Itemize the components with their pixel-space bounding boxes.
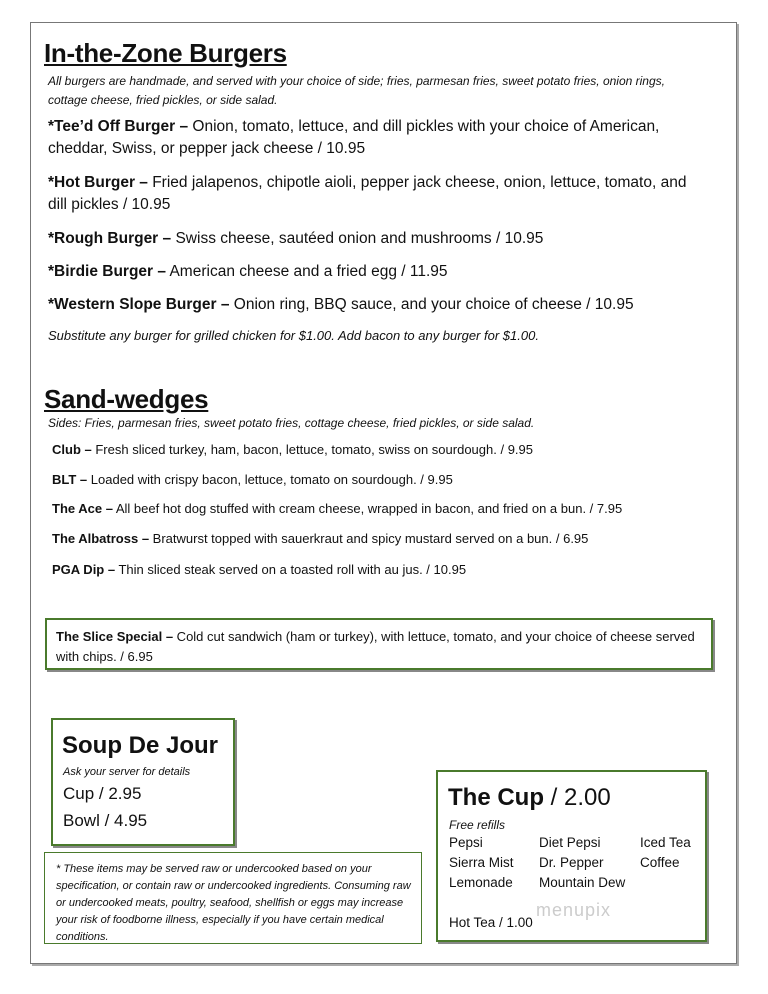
burgers-intro: All burgers are handmade, and served with your choice of side; fries, parmesan fries, sweet potato fries, onion rings, cottage cheese, fried pickles, or side salad. bbox=[48, 74, 665, 107]
drinks-title-text: The Cup bbox=[448, 784, 544, 811]
disclaimer-box bbox=[44, 852, 422, 944]
menu-item bbox=[48, 294, 708, 316]
item-name: *Rough Burger – bbox=[48, 230, 172, 247]
item-desc: Swiss cheese, sautéed onion and mushrooms / 10.95 bbox=[171, 230, 544, 247]
item-desc: Thin sliced steak served on a toasted roll with au jus. / 10.95 bbox=[115, 562, 467, 577]
burgers-title: In-the-Zone Burgers bbox=[44, 38, 287, 68]
drink-item: Coffee bbox=[640, 855, 680, 870]
slice-special-box bbox=[45, 618, 713, 670]
item-desc: Onion, tomato, lettuce, and dill pickles with your choice of American, cheddar, Swiss, or pepper jack cheese / 10.95 bbox=[48, 118, 660, 157]
item-desc: All beef hot dog stuffed with cream cheese, wrapped in bacon, and fried on a bun. / 7.95 bbox=[112, 501, 623, 516]
slice-special bbox=[56, 627, 696, 667]
sandwedges-title: Sand-wedges bbox=[44, 384, 209, 414]
item-name: The Albatross – bbox=[52, 531, 150, 546]
item-desc: American cheese and a fried egg / 11.95 bbox=[166, 263, 448, 280]
drinks-box bbox=[436, 770, 707, 942]
drink-item: Pepsi bbox=[449, 835, 483, 850]
menu-item bbox=[52, 562, 466, 577]
menu-item bbox=[52, 501, 622, 516]
menu-item bbox=[48, 172, 698, 216]
item-desc: Bratwurst topped with sauerkraut and spicy mustard served on a bun. / 6.95 bbox=[149, 531, 589, 546]
item-name: *Hot Burger – bbox=[48, 174, 148, 191]
item-name: BLT – bbox=[52, 472, 88, 487]
item-desc: Fresh sliced turkey, ham, bacon, lettuce, tomato, swiss on sourdough. / 9.95 bbox=[91, 442, 533, 457]
soup-box bbox=[51, 718, 235, 846]
menu-item bbox=[48, 116, 698, 160]
item-name: The Ace – bbox=[52, 501, 113, 516]
disclaimer-text: * These items may be served raw or undercooked based on your specification, or contain raw or undercooked ingredients. Consuming raw or undercooked meats, poultry, seafood, shellfish or eggs may increase your risk of foodborne illness, especially if you have certain medical conditions. bbox=[56, 863, 411, 943]
soup-bowl-price: Bowl / 4.95 bbox=[63, 811, 148, 830]
menu-item bbox=[48, 261, 698, 283]
watermark: menupix bbox=[536, 900, 612, 920]
burgers-note: Substitute any burger for grilled chicken for $1.00. Add bacon to any burger for $1.00. bbox=[48, 328, 539, 343]
hot-tea-price: Hot Tea / 1.00 bbox=[449, 915, 533, 930]
menu-item bbox=[52, 442, 533, 457]
menu-item bbox=[48, 228, 698, 250]
drinks-note: Free refills bbox=[449, 818, 506, 832]
menu-item bbox=[52, 531, 588, 546]
drinks-price: / 2.00 bbox=[544, 784, 611, 811]
item-name: PGA Dip – bbox=[52, 562, 116, 577]
soup-cup-price: Cup / 2.95 bbox=[63, 784, 142, 803]
item-name: *Birdie Burger – bbox=[48, 263, 167, 280]
drink-item: Lemonade bbox=[449, 875, 513, 890]
item-desc: Fried jalapenos, chipotle aioli, pepper jack cheese, onion, lettuce, tomato, and dill pickles / 10.95 bbox=[48, 174, 687, 213]
menu-item bbox=[52, 472, 453, 487]
soup-note: Ask your server for details bbox=[63, 766, 191, 778]
drink-item: Mountain Dew bbox=[539, 875, 626, 890]
drinks-title bbox=[448, 784, 611, 812]
drink-item: Diet Pepsi bbox=[539, 835, 601, 850]
item-name: The Slice Special – bbox=[56, 629, 174, 644]
drink-item: Dr. Pepper bbox=[539, 855, 604, 870]
item-desc: Loaded with crispy bacon, lettuce, tomato on sourdough. / 9.95 bbox=[87, 472, 453, 487]
item-name: *Western Slope Burger – bbox=[48, 296, 230, 313]
drink-item: Sierra Mist bbox=[449, 855, 514, 870]
item-desc: Cold cut sandwich (ham or turkey), with lettuce, tomato, and your choice of cheese served with chips. / 6.95 bbox=[56, 629, 695, 664]
drink-item: Iced Tea bbox=[640, 835, 691, 850]
item-desc: Onion ring, BBQ sauce, and your choice of cheese / 10.95 bbox=[229, 296, 634, 313]
sandwedges-intro: Sides: Fries, parmesan fries, sweet potato fries, cottage cheese, fried pickles, or side salad. bbox=[48, 416, 535, 430]
soup-title: Soup De Jour bbox=[62, 732, 219, 759]
item-name: Club – bbox=[52, 442, 92, 457]
item-name: *Tee’d Off Burger – bbox=[48, 118, 189, 135]
